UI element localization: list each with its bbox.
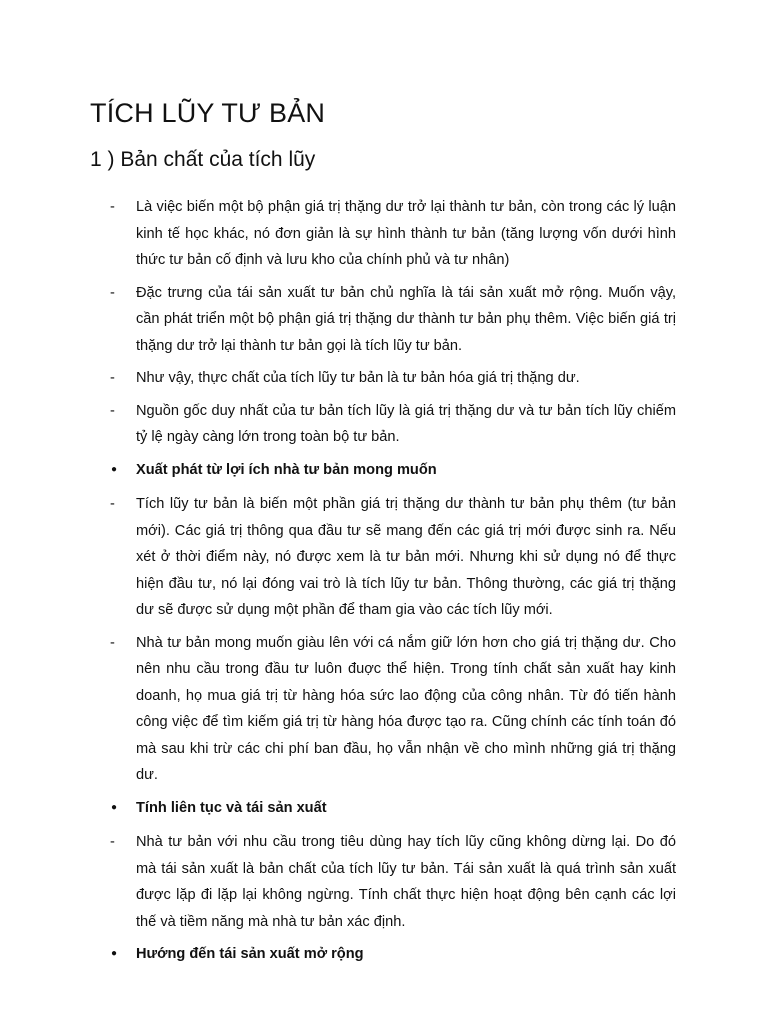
subheading-text: Xuất phát từ lợi ích nhà tư bản mong muốn [136, 461, 437, 478]
bullet-icon: ● [111, 463, 118, 475]
list-item [90, 491, 676, 624]
list-item-text: Nhà tư bản với nhu cầu trong tiêu dùng hay tích lũy cũng không dừng lại. Do đó mà tái sản xuất là bản chất của tích lũy tư bản. Tái sản xuất là quá trình sản xuất được lặp đi lặp lại không ngừng. Tính chất thực hiện hoạt động bên cạnh các lợi thế và tiềm năng mà nhà tư bản xác định. [136, 834, 676, 930]
list-item-text: Là việc biến một bộ phận giá trị thặng dư trở lại thành tư bản, còn trong các lý luận kinh tế học khác, nó đơn giản là sự hình thành tư bản (tăng lượng vốn dưới hình thức tư bản cố định và lưu kho của chính phủ và tư nhân) [136, 199, 676, 268]
list-item [90, 365, 676, 392]
list-item [90, 630, 676, 789]
subheading-text: Tính liên tục và tái sản xuất [136, 799, 327, 816]
list-item-text: Nguồn gốc duy nhất của tư bản tích lũy là giá trị thặng dư và tư bản tích lũy chiếm tỷ lệ ngày càng lớn trong toàn bộ tư bản. [136, 402, 676, 445]
bullet-icon: ● [111, 948, 118, 959]
subheading-item [90, 457, 676, 484]
bullet-icon: ● [111, 801, 118, 813]
dash-marker: - [110, 199, 115, 215]
list-item [90, 194, 676, 274]
content-list [90, 194, 676, 968]
list-item [90, 398, 676, 451]
dash-marker: - [110, 402, 115, 419]
dash-marker: - [110, 284, 115, 301]
dash-marker: - [110, 370, 115, 386]
subheading-item [90, 795, 676, 822]
subheading-text: Hướng đến tái sản xuất mở rộng [136, 946, 364, 962]
list-item-text: Như vậy, thực chất của tích lũy tư bản là tư bản hóa giá trị thặng dư. [136, 370, 580, 386]
list-item-text: Tích lũy tư bản là biến một phần giá trị thặng dư thành tư bản phụ thêm (tư bản mới). Các giá trị thông qua đầu tư sẽ mang đến các giá trị mới được sinh ra. Nếu xét ở thời điểm này, nó được xem là tư bản mới. Nhưng khi sử dụng nó để thực hiện đầu tư, nó lại đóng vai trò là tích lũy tư bản. Thông thường, các giá trị thặng dư sẽ được sử dụng một phần để tham gia vào các tích lũy mới. [136, 496, 676, 618]
dash-marker: - [110, 496, 115, 512]
list-item-text: Nhà tư bản mong muốn giàu lên với cá nắm giữ lớn hơn cho giá trị thặng dư. Cho nên nhu cầu trong đầu tư luôn đuợc thể hiện. Trong tính chất sản xuất hay kinh doanh, họ mua giá trị từ hàng hóa sức lao động của công nhân. Từ đó tiến hành công việc để tìm kiếm giá trị từ hàng hóa được tạo ra. Cũng chính các tính toán đó mà sau khi trừ các chi phí ban đầu, họ vẫn nhận về cho mình những giá trị thặng dư. [136, 634, 676, 783]
dash-marker: - [110, 834, 115, 850]
dash-marker: - [110, 634, 115, 651]
list-item-text: Đặc trưng của tái sản xuất tư bản chủ nghĩa là tái sản xuất mở rộng. Muốn vậy, cần phát triển một bộ phận giá trị thặng dư thành tư bản phụ thêm. Việc biến giá trị thặng dư trở lại thành tư bản gọi là tích lũy tư bản. [136, 284, 676, 354]
subheading-item [90, 941, 676, 968]
list-item [90, 280, 676, 360]
list-item [90, 829, 676, 935]
document-title: TÍCH LŨY TƯ BẢN [90, 98, 326, 128]
section-heading: 1 ) Bản chất của tích lũy [90, 148, 316, 171]
